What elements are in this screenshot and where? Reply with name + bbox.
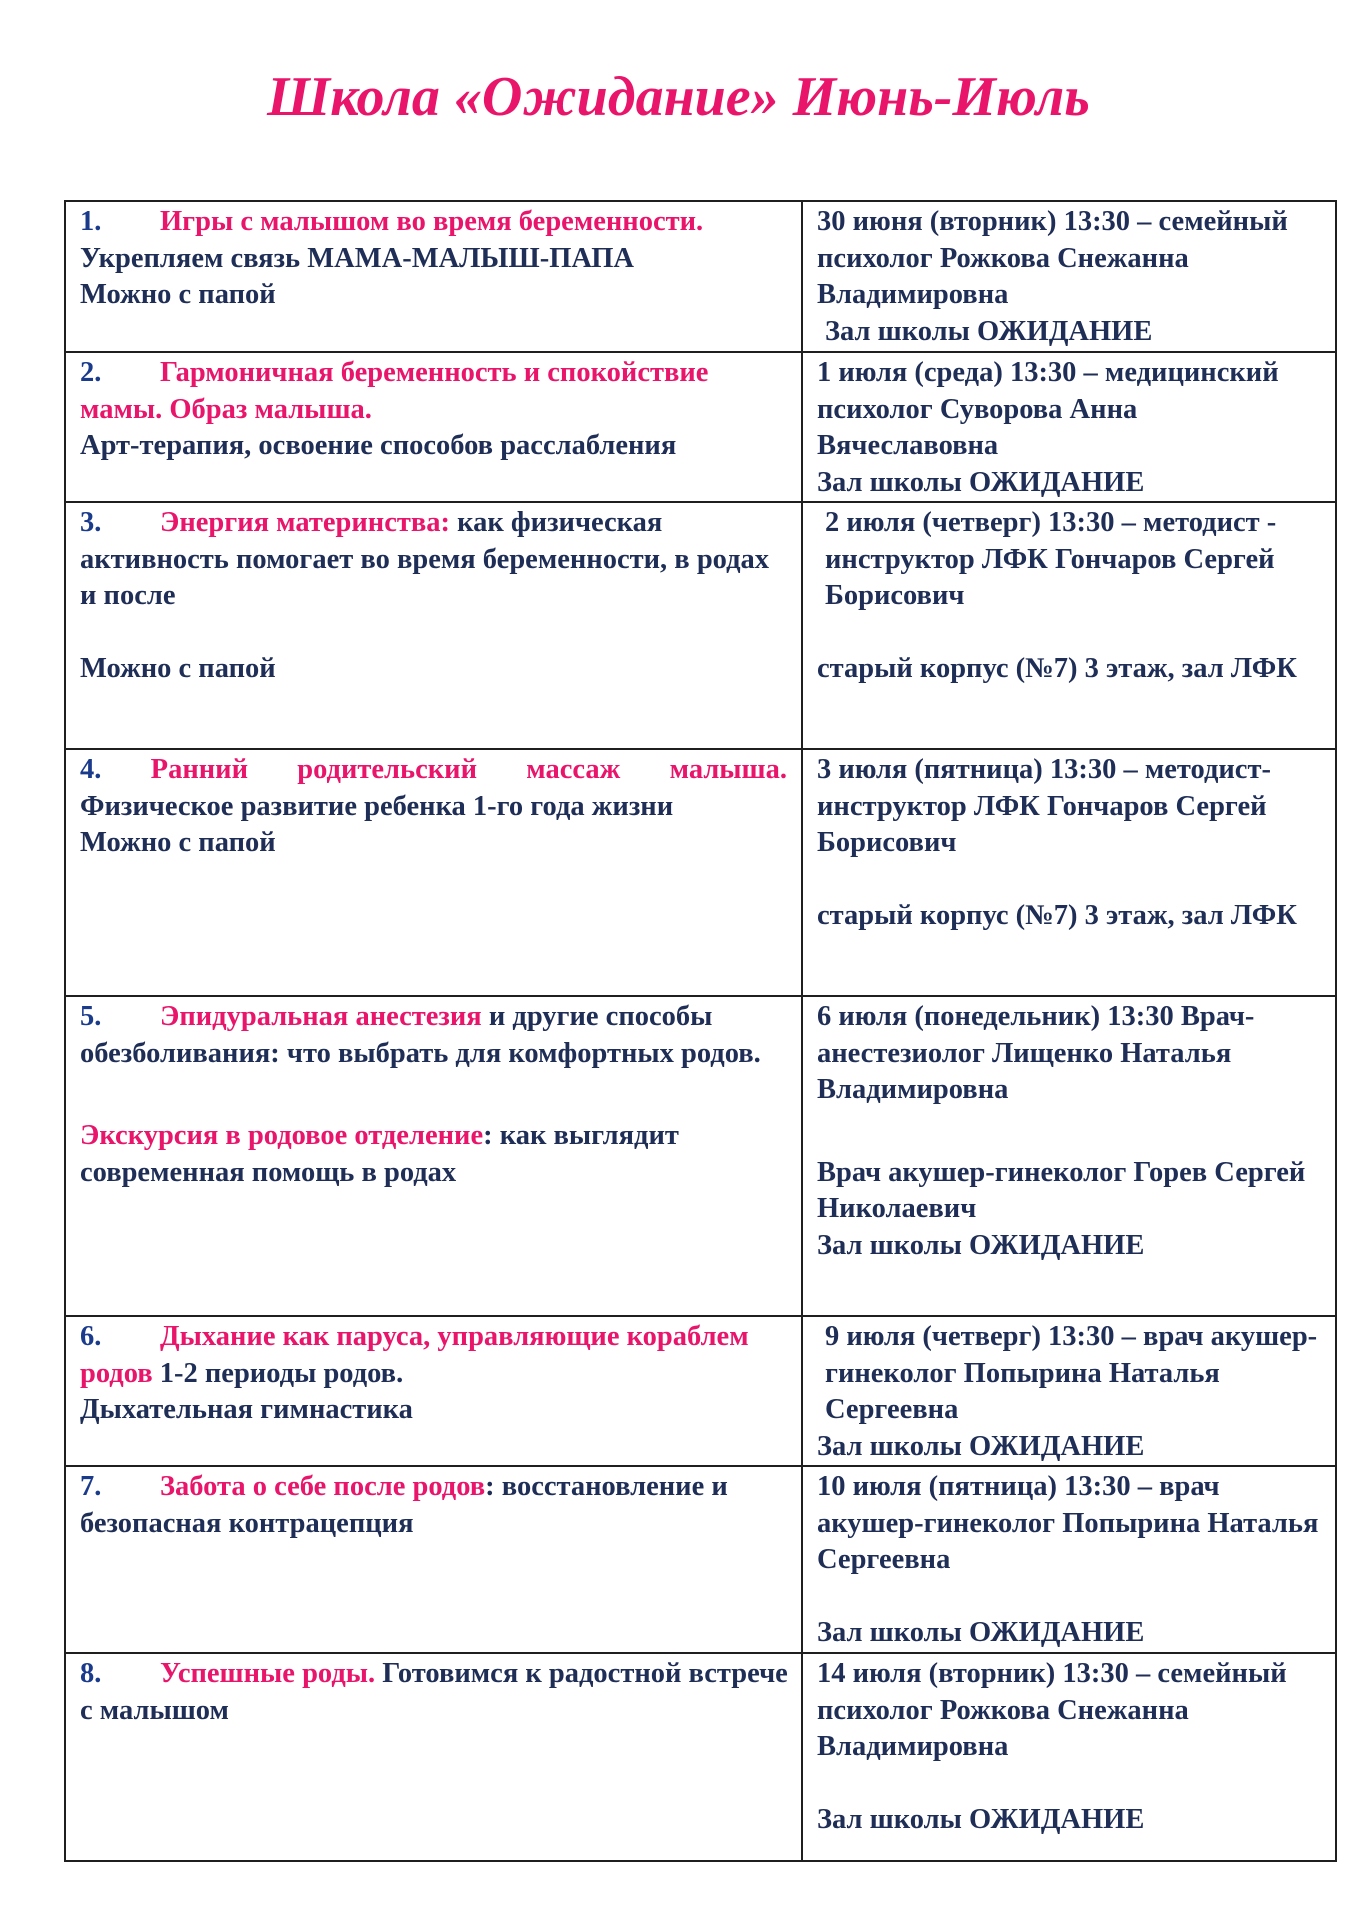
schedule-table <box>64 200 1337 1862</box>
table-row <box>65 201 1336 352</box>
session-location: старый корпус (№7) 3 этаж, зал ЛФК <box>817 899 1297 931</box>
session-location: Зал школы ОЖИДАНИЕ <box>817 466 1145 498</box>
topic-title: Энергия материнства: <box>160 507 451 538</box>
row-number: 6. <box>80 1321 102 1352</box>
topic-title: Эпидуральная анестезия <box>160 1001 482 1032</box>
topic-title: Дыхание как паруса, управляющие кораблем родов <box>80 1321 749 1389</box>
table-row <box>65 1316 1336 1466</box>
topic-title: Игры с малышом во время беременности. <box>160 206 704 237</box>
session-location: Зал школы ОЖИДАНИЕ <box>817 1616 1145 1648</box>
session-location: Зал школы ОЖИДАНИЕ <box>817 1803 1145 1835</box>
page-title: Школа «Ожидание» Июнь-Июль <box>267 66 1090 128</box>
row-number: 3. <box>80 507 102 538</box>
table-row <box>65 1466 1336 1653</box>
session-location: Зал школы ОЖИДАНИЕ <box>817 1430 1145 1462</box>
session-location: Зал школы ОЖИДАНИЕ <box>817 1229 1145 1261</box>
table-row <box>65 996 1336 1316</box>
session-time-speaker: 2 июля (четверг) 13:30 – методист - инструктор ЛФК Гончаров Сергей Борисович <box>825 507 1277 611</box>
topic-note: Можно с папой <box>80 652 276 684</box>
topic-description: Готовимся к радостной встрече с малышом <box>80 1658 788 1726</box>
table-row <box>65 352 1336 502</box>
session-time-speaker: 30 июня (вторник) 13:30 – семейный психолог Рожкова Снежанна Владимировна <box>817 206 1288 310</box>
topic-description: Укрепляем связь МАМА-МАЛЫШ-ПАПА <box>80 242 634 274</box>
topic-description: и другие способы обезболивания: что выбрать для комфортных родов. <box>80 1001 761 1069</box>
session-cell <box>802 352 1336 502</box>
session-cell <box>802 1653 1336 1861</box>
topic-description: Физическое развитие ребенка 1-го года жизни <box>80 790 674 822</box>
topic-note: Дыхательная гимнастика <box>80 1394 413 1425</box>
session-time-speaker: 6 июля (понедельник) 13:30 Врач-анестезиолог Лищенко Наталья Владимировна <box>817 1001 1255 1105</box>
topic-cell <box>65 201 802 352</box>
topic-secondary-title: Экскурсия в родовое отделение <box>80 1120 484 1151</box>
session-cell <box>802 201 1336 352</box>
topic-description: 1-2 периоды родов. <box>152 1357 404 1389</box>
topic-title: Успешные роды. <box>160 1658 376 1689</box>
topic-description: : восстановление и безопасная контрацепция <box>80 1471 728 1539</box>
topic-cell <box>65 1316 802 1466</box>
topic-note: Можно с папой <box>80 279 276 310</box>
row-number: 7. <box>80 1471 102 1502</box>
session-cell <box>802 749 1336 996</box>
table-row <box>65 1653 1336 1861</box>
topic-secondary-description: : как выглядит современная помощь в родах <box>80 1120 679 1188</box>
topic-description: Арт-терапия, освоение способов расслабления <box>80 430 677 461</box>
session-second-speaker: Врач акушер-гинеколог Горев Сергей Николаевич <box>817 1156 1306 1224</box>
topic-cell <box>65 352 802 502</box>
row-number: 5. <box>80 1001 102 1032</box>
topic-cell <box>65 502 802 749</box>
row-number: 1. <box>80 206 102 237</box>
row-number: 8. <box>80 1658 102 1689</box>
topic-title: Ранний родительский массаж малыша. <box>150 754 787 785</box>
session-time-speaker: 10 июля (пятница) 13:30 – врач акушер-гинеколог Попырина Наталья Сергеевна <box>817 1471 1319 1575</box>
topic-secondary <box>80 1118 789 1191</box>
table-row <box>65 502 1336 749</box>
row-number: 4. <box>80 754 102 785</box>
topic-cell <box>65 1653 802 1861</box>
session-cell <box>802 1316 1336 1466</box>
session-cell <box>802 1466 1336 1653</box>
session-time-speaker: 9 июля (четверг) 13:30 – врач акушер-гинеколог Попырина Наталья Сергеевна <box>825 1321 1318 1425</box>
session-location: старый корпус (№7) 3 этаж, зал ЛФК <box>817 652 1297 684</box>
topic-title: Забота о себе после родов <box>160 1471 486 1502</box>
session-cell <box>802 502 1336 749</box>
topic-title-line <box>80 752 789 789</box>
topic-note: Можно с папой <box>80 827 276 858</box>
session-time-speaker: 1 июля (среда) 13:30 – медицинский психолог Суворова Анна Вячеславовна <box>817 357 1279 461</box>
topic-cell <box>65 996 802 1316</box>
row-number: 2. <box>80 357 102 388</box>
session-cell <box>802 996 1336 1316</box>
session-location: Зал школы ОЖИДАНИЕ <box>825 315 1153 347</box>
table-row <box>65 749 1336 996</box>
session-time-speaker: 3 июля (пятница) 13:30 – методист-инструктор ЛФК Гончаров Сергей Борисович <box>817 754 1271 858</box>
topic-description: как физическая активность помогает во время беременности, в родах и после <box>80 507 770 611</box>
session-time-speaker: 14 июля (вторник) 13:30 – семейный психолог Рожкова Снежанна Владимировна <box>817 1658 1287 1762</box>
topic-cell <box>65 1466 802 1653</box>
topic-title: Гармоничная беременность и спокойствие мамы. Образ малыша. <box>80 357 709 425</box>
topic-cell <box>65 749 802 996</box>
